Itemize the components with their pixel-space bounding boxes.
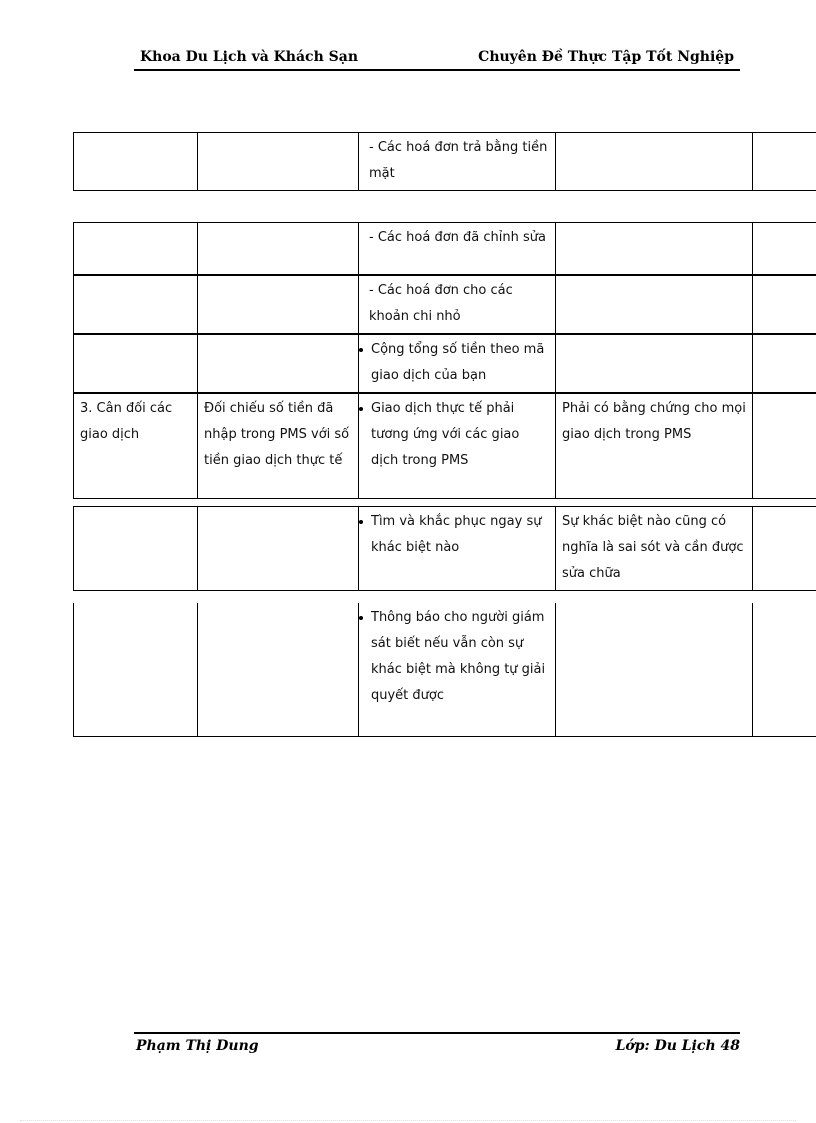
table-cell	[198, 223, 359, 275]
cell-text: Phải có bằng chứng cho mọi giao dịch trong PMS	[562, 400, 746, 442]
cell-text: Đối chiếu số tiền đã nhập trong PMS với số tiền giao dịch thực tế	[204, 400, 350, 468]
table-cell	[74, 223, 198, 275]
cell-text: - Các hoá đơn đã chỉnh sửa	[369, 230, 546, 245]
procedure-table	[73, 222, 816, 499]
table-cell	[74, 334, 198, 393]
procedure-table	[73, 603, 816, 737]
table-cell	[359, 334, 556, 393]
table-cell	[753, 133, 816, 191]
table-row	[74, 393, 816, 499]
bullet-text: Cộng tổng số tiền theo mã giao dịch của bạn	[365, 337, 549, 389]
table-cell	[359, 275, 556, 334]
table-cell	[74, 393, 198, 499]
table-row	[74, 334, 816, 393]
table-cell	[556, 393, 753, 499]
header-document-title: Chuyên Đề Thực Tập Tốt Nghiệp	[478, 49, 734, 65]
table-cell	[753, 334, 816, 393]
table-cell	[198, 275, 359, 334]
header-department: Khoa Du Lịch và Khách Sạn	[140, 49, 358, 65]
table-cell	[556, 133, 753, 191]
table-cell	[359, 133, 556, 191]
table-row	[74, 275, 816, 334]
page-header	[134, 47, 740, 71]
table-cell	[556, 334, 753, 393]
table-cell	[198, 334, 359, 393]
table-block-2	[73, 222, 803, 499]
bullet-text: Thông báo cho người giám sát biết nếu vẫn còn sự khác biệt mà không tự giải quyết được	[365, 605, 549, 709]
table-cell	[359, 603, 556, 736]
cell-text: - Các hoá đơn cho các khoản chi nhỏ	[369, 282, 513, 324]
bullet-text: Tìm và khắc phục ngay sự khác biệt nào	[365, 509, 549, 561]
table-row	[74, 133, 816, 191]
table-cell	[359, 393, 556, 499]
table-cell	[359, 223, 556, 275]
table-cell	[74, 603, 198, 736]
table-cell	[556, 603, 753, 736]
table-cell	[198, 507, 359, 591]
bullet-text: Giao dịch thực tế phải tương ứng với các giao dịch trong PMS	[365, 396, 549, 474]
page-edge-divider	[20, 1120, 796, 1122]
table-cell	[753, 223, 816, 275]
table-block-1	[73, 132, 803, 191]
table-row	[74, 507, 816, 591]
table-cell	[198, 603, 359, 736]
table-cell	[198, 393, 359, 499]
table-cell	[74, 507, 198, 591]
table-cell	[198, 133, 359, 191]
footer-class: Lớp: Du Lịch 48	[615, 1038, 740, 1054]
table-cell	[359, 507, 556, 591]
table-cell	[753, 603, 816, 736]
procedure-table	[73, 132, 816, 191]
table-cell	[753, 507, 816, 591]
page-footer	[134, 1032, 740, 1058]
table-row	[74, 603, 816, 736]
footer-author: Phạm Thị Dung	[136, 1038, 259, 1054]
table-cell	[753, 275, 816, 334]
table-cell	[556, 223, 753, 275]
table-cell	[556, 507, 753, 591]
table-cell	[556, 275, 753, 334]
table-row	[74, 223, 816, 275]
table-block-3	[73, 506, 803, 591]
table-cell	[74, 275, 198, 334]
table-cell	[74, 133, 198, 191]
table-block-4	[73, 603, 803, 737]
cell-text: 3. Cân đối các giao dịch	[80, 400, 173, 442]
procedure-table	[73, 506, 816, 591]
cell-text: - Các hoá đơn trả bằng tiền mặt	[369, 140, 548, 181]
cell-text: Sự khác biệt nào cũng có nghĩa là sai sót và cần được sửa chữa	[562, 514, 744, 581]
table-cell	[753, 393, 816, 499]
